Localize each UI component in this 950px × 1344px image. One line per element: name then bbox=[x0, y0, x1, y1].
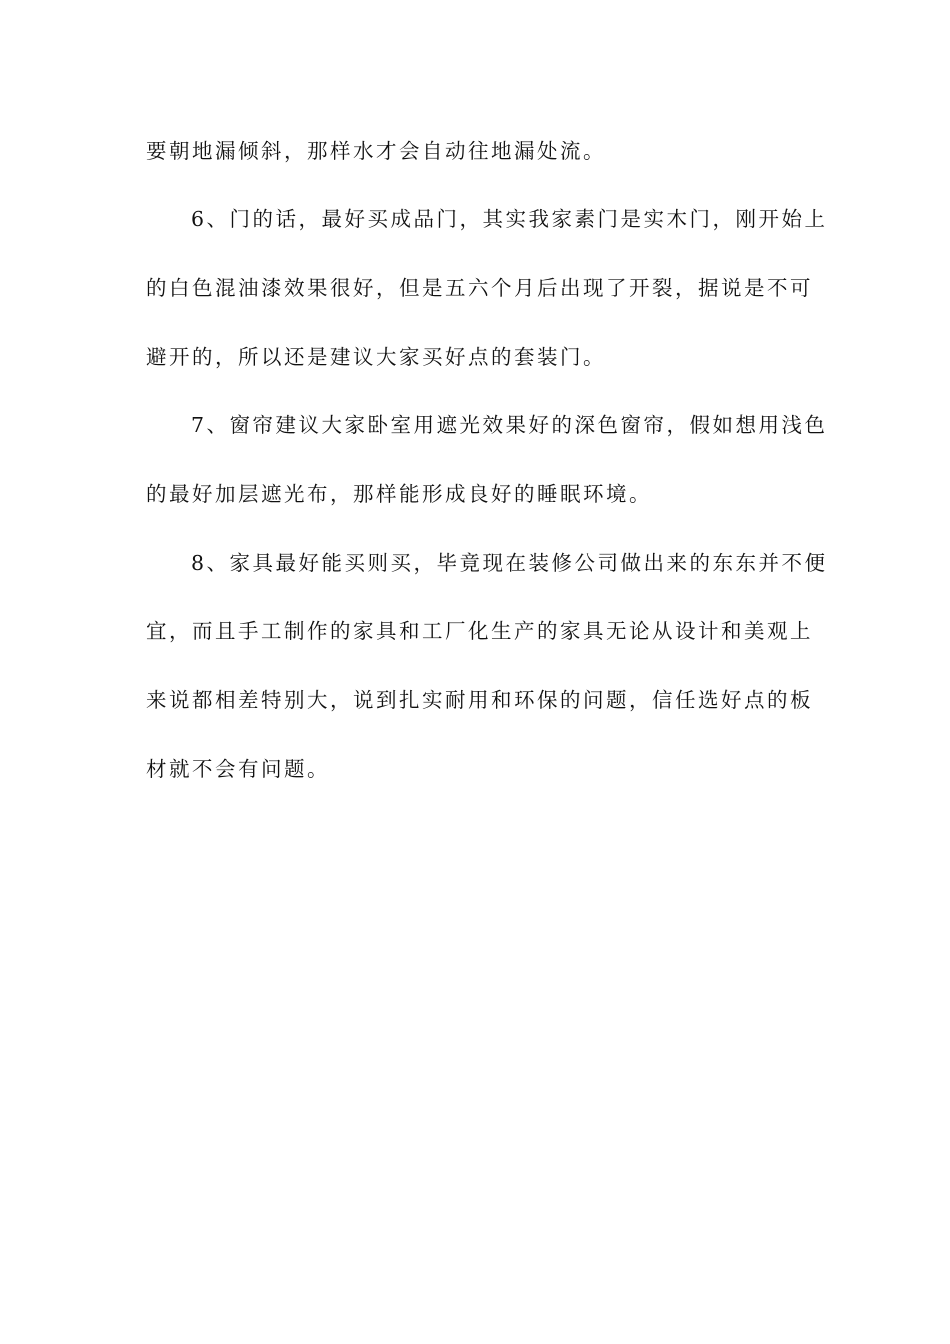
paragraph-2-line-2: 的白色混油漆效果很好，但是五六个月后出现了开裂，据说是不可 bbox=[146, 276, 813, 300]
paragraph-2-line-1: 6、门的话，最好买成品门，其实我家素门是实木门，刚开始上 bbox=[191, 207, 828, 231]
paragraph-1-line-1: 要朝地漏倾斜，那样水才会自动往地漏处流。 bbox=[146, 139, 606, 163]
paragraph-4-line-4: 材就不会有问题。 bbox=[146, 757, 330, 781]
paragraph-2-line-3: 避开的，所以还是建议大家买好点的套装门。 bbox=[146, 345, 606, 369]
paragraph-3-line-1: 7、窗帘建议大家卧室用遮光效果好的深色窗帘，假如想用浅色 bbox=[191, 413, 828, 437]
paragraph-4-line-1: 8、家具最好能买则买，毕竟现在装修公司做出来的东东并不便 bbox=[191, 551, 828, 575]
paragraph-4-line-3: 来说都相差特别大，说到扎实耐用和环保的问题，信任选好点的板 bbox=[146, 688, 813, 712]
paragraph-3-line-2: 的最好加层遮光布，那样能形成良好的睡眠环境。 bbox=[146, 482, 652, 506]
paragraph-4-line-2: 宜，而且手工制作的家具和工厂化生产的家具无论从设计和美观上 bbox=[146, 619, 813, 643]
